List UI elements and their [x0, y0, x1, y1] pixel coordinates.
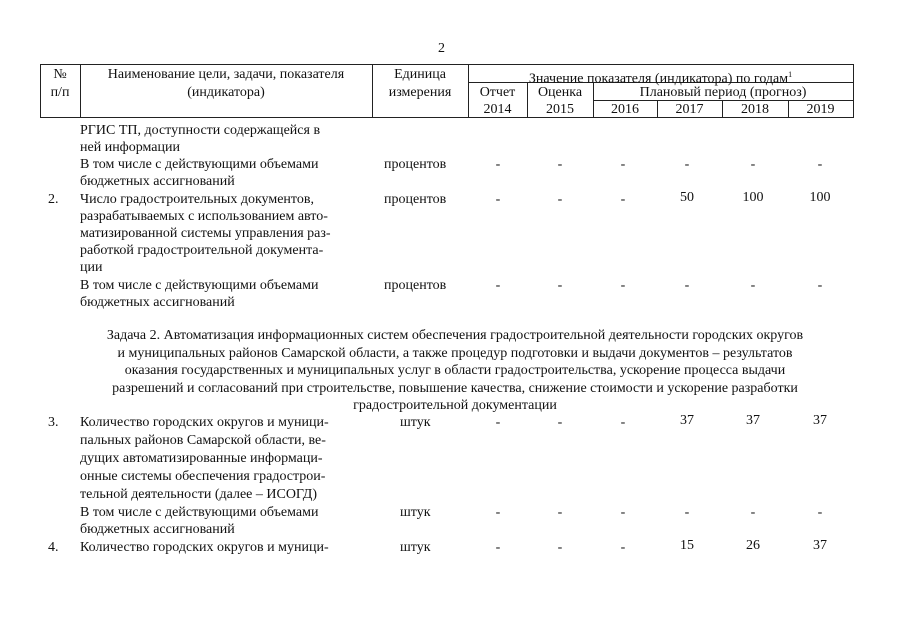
row-unit: штук [400, 415, 431, 430]
page-number: 2 [438, 41, 445, 56]
row-number: 2. [48, 192, 59, 207]
row-value: - [495, 157, 501, 172]
task-line: разрешений и согласований при строительстве, повышение качества, снижение стоимости и ускорение разработки [112, 380, 798, 396]
row-value: - [557, 540, 563, 555]
row-value: - [817, 278, 823, 293]
row-value: - [620, 505, 626, 520]
header-year: 2015 [546, 102, 574, 117]
row-name-line: дущих автоматизированные информаци- [80, 451, 323, 466]
row-name-line: разрабатываемых с использованием авто- [80, 209, 328, 224]
header-estimate: Оценка [537, 85, 583, 100]
row-name-line: работкой градостроительной документа- [80, 243, 324, 258]
row-name-line: пальных районов Самарской области, ве- [80, 433, 326, 448]
row-name-line: Число градостроительных документов, [80, 192, 314, 207]
row-value: 37 [680, 413, 694, 428]
row-value: - [750, 505, 756, 520]
row-name-line: РГИС ТП, доступности содержащейся в [80, 123, 321, 138]
row-value: 37 [813, 538, 827, 553]
row-name-line: Количество городских округов и муници- [80, 415, 329, 430]
row-value: - [495, 192, 501, 207]
header-num: № [53, 67, 67, 82]
header-num-2: п/п [50, 85, 70, 100]
row-value: 100 [742, 190, 764, 205]
row-value: 15 [680, 538, 694, 553]
row-value: - [620, 157, 626, 172]
row-value: - [557, 278, 563, 293]
row-name-line: онные системы обеспечения градострои- [80, 469, 326, 484]
header-report: Отчет [479, 85, 516, 100]
row-name-line: В том числе с действующими объемами [80, 278, 319, 293]
header-year: 2014 [483, 102, 512, 117]
row-value: - [684, 278, 690, 293]
row-value: - [750, 278, 756, 293]
row-name-line: бюджетных ассигнований [80, 522, 235, 537]
row-name-line: В том числе с действующими объемами [80, 505, 319, 520]
header-name-2: (индикатора) [187, 85, 265, 100]
task-heading [40, 327, 870, 415]
row-value: - [495, 540, 501, 555]
row-value: - [620, 415, 626, 430]
row-value: - [557, 505, 563, 520]
header-unit: Единица [394, 67, 446, 82]
header-year: 2017 [675, 102, 704, 117]
header-unit-2: измерения [388, 85, 452, 100]
row-value: 50 [680, 190, 694, 205]
row-value: - [557, 157, 563, 172]
row-name-line: бюджетных ассигнований [80, 174, 235, 189]
row-name-line: Количество городских округов и муници- [80, 540, 329, 555]
row-value: - [620, 192, 626, 207]
header-year: 2019 [806, 102, 835, 117]
row-value: - [817, 157, 823, 172]
header-name: Наименование цели, задачи, показателя [107, 67, 345, 82]
row-value: - [557, 192, 563, 207]
row-value: - [495, 505, 501, 520]
row-unit: процентов [384, 278, 447, 293]
row-value: - [495, 278, 501, 293]
row-value: - [684, 157, 690, 172]
row-unit: процентов [384, 157, 447, 172]
row-value: - [620, 278, 626, 293]
footnote-mark: 1 [788, 70, 793, 79]
header-year: 2016 [611, 102, 639, 117]
row-name-line: ции [80, 260, 103, 275]
row-name-line: В том числе с действующими объемами [80, 157, 319, 172]
header-year: 2018 [741, 102, 769, 117]
row-number: 4. [48, 540, 59, 555]
row-unit: штук [400, 505, 431, 520]
task-line: и муниципальных районов Самарской области, а также процедур подготовки и выдачи документов – результатов [117, 345, 793, 361]
task-line: Задача 2. Автоматизация информационных систем обеспечения градостроительной деятельности городских округов [106, 328, 804, 343]
task-line: оказания государственных и муниципальных услуг в области градостроительства, ускорение процесса выдачи [124, 363, 786, 378]
row-value: 100 [809, 190, 831, 205]
row-value: - [684, 505, 690, 520]
row-unit: штук [400, 540, 431, 555]
task-line: градостроительной документации [353, 398, 557, 413]
row-name-line: тельной деятельности (далее – ИСОГД) [80, 487, 318, 502]
header-plan: Плановый период (прогноз) [639, 85, 807, 100]
row-value: - [495, 415, 501, 430]
header-value-group-text: Значение показателя (индикатора) по годам [528, 71, 789, 87]
row-value: - [750, 157, 756, 172]
row-value: 37 [813, 413, 827, 428]
row-value: - [557, 415, 563, 430]
row-unit: процентов [384, 192, 447, 207]
row-value: - [620, 540, 626, 555]
row-value: - [817, 505, 823, 520]
row-name-line: бюджетных ассигнований [80, 295, 235, 310]
row-name-line: матизированной системы управления раз- [80, 226, 331, 241]
row-value: 26 [746, 538, 760, 553]
row-number: 3. [48, 415, 59, 430]
row-value: 37 [746, 413, 760, 428]
row-name-line: ней информации [80, 140, 180, 155]
